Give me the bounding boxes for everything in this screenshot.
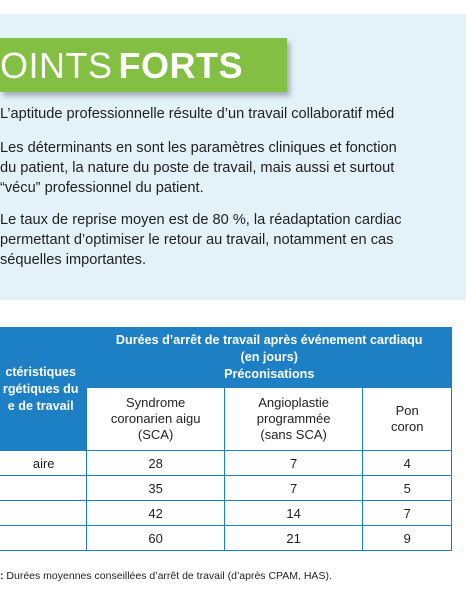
row-category — [0, 476, 87, 501]
header-line: (en jours) — [240, 350, 298, 364]
subheader-angioplastie — [224, 388, 363, 451]
paragraph-line: du patient, la nature du poste de travail, mais aussi et surtout — [0, 160, 395, 176]
row-category — [0, 501, 87, 526]
table-row — [0, 451, 452, 476]
caption-text: Durées moyennes conseillées d’arrêt de travail (d’après CPAM, HAS). — [3, 570, 332, 582]
subheader-line: Angioplastie — [258, 395, 330, 410]
row-category: aire — [0, 451, 87, 476]
page-top-margin — [0, 0, 466, 14]
section-title-light: OINTS — [0, 45, 113, 86]
cell-value: 21 — [224, 526, 363, 551]
subheader-line: coron — [390, 419, 424, 434]
cell-value: 7 — [224, 476, 363, 501]
table-caption — [0, 570, 332, 582]
row-category — [0, 526, 87, 551]
cell-value: 4 — [363, 451, 452, 476]
header-line: ctéristiques — [5, 364, 77, 379]
subheader-line: coronarien aigu — [110, 411, 201, 426]
subheader-line: (SCA) — [137, 427, 174, 442]
header-line: rgétiques du — [2, 381, 79, 396]
table-row — [0, 476, 452, 501]
header-line: e de travail — [7, 398, 74, 413]
cell-value: 60 — [87, 526, 224, 551]
cell-value: 7 — [224, 451, 363, 476]
cell-value: 28 — [87, 451, 224, 476]
subheader-pontage — [363, 388, 452, 451]
section-title — [0, 46, 243, 86]
caption-prefix: : — [0, 570, 4, 582]
subheader-line: Pon — [395, 403, 419, 418]
table-row — [0, 501, 452, 526]
paragraph-line: L’aptitude professionnelle résulte d’un travail collaboratif méd — [0, 106, 395, 122]
subheader-line: programmée — [256, 411, 331, 426]
table-left-header — [0, 328, 87, 451]
cell-value: 14 — [224, 501, 363, 526]
cell-value: 5 — [363, 476, 452, 501]
paragraph-line: permettant d’optimiser le retour au travail, notamment en cas — [0, 232, 394, 248]
paragraph-line: Les déterminants en sont les paramètres cliniques et fonction — [0, 140, 397, 156]
header-line: Durées d’arrêt de travail après événement cardiaqu — [115, 333, 423, 347]
paragraph-line: Le taux de reprise moyen est de 80 %, la réadaptation cardiac — [0, 212, 402, 228]
paragraph-2 — [0, 138, 466, 198]
paragraph-3 — [0, 210, 466, 270]
paragraph-line: “vécu” professionnel du patient. — [0, 180, 204, 196]
cell-value: 42 — [87, 501, 224, 526]
subheader-sca — [87, 388, 224, 451]
header-line: Préconisations — [224, 367, 315, 381]
work-stoppage-table — [0, 327, 452, 551]
table-row — [0, 526, 452, 551]
cell-value: 9 — [363, 526, 452, 551]
cell-value: 7 — [363, 501, 452, 526]
subheader-line: (sans SCA) — [260, 427, 327, 442]
section-banner — [0, 38, 287, 92]
paragraph-line: séquelles importantes. — [0, 252, 147, 268]
table-main-header — [87, 328, 452, 388]
section-title-bold: FORTS — [118, 45, 244, 86]
subheader-line: Syndrome — [126, 395, 186, 410]
cell-value: 35 — [87, 476, 224, 501]
paragraph-1 — [0, 104, 466, 124]
